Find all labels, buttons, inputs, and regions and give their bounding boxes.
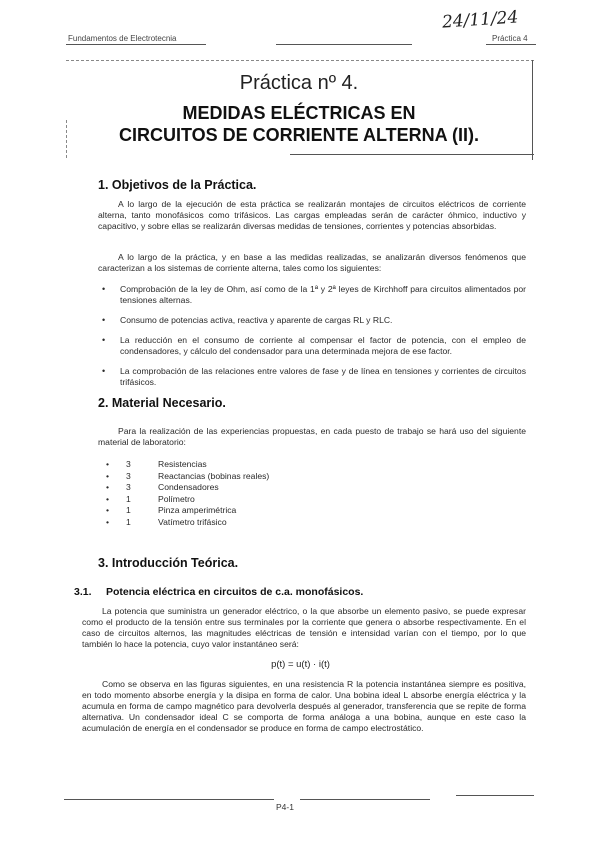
material-name: Pinza amperimétrica bbox=[158, 505, 237, 515]
practice-number: Práctica nº 4. bbox=[239, 72, 359, 94]
material-qty: 1 bbox=[126, 516, 131, 527]
header-rule-left bbox=[66, 44, 206, 45]
footer-rule-center bbox=[300, 799, 430, 800]
list-item bbox=[106, 505, 406, 517]
page-title bbox=[64, 102, 534, 146]
list-item bbox=[106, 459, 406, 471]
material-qty: 3 bbox=[126, 459, 131, 469]
material-list bbox=[106, 459, 406, 528]
section-3-paragraph-1: La potencia que suministra un generador eléctrico, o la que absorbe un elemento pasivo, se puede expresar como el producto de la tensión entre sus terminales por la corriente que genera o absorbe respectivamente. En el caso de circuitos alternos, las magnitudes eléctricas de tensión e intensidad varían con el tiempo, por lo que también lo hace la potencia, cuyo valor instantáneo será: bbox=[82, 606, 526, 649]
bullet-icon: • bbox=[106, 482, 110, 492]
list-item bbox=[106, 471, 406, 483]
material-name: Condensadores bbox=[158, 482, 219, 492]
page-title-line-2: CIRCUITOS DE CORRIENTE ALTERNA (II). bbox=[119, 125, 479, 145]
bullet-icon: • bbox=[106, 470, 110, 481]
section-1-paragraph-1: A lo largo de la ejecución de esta práctica se realizarán montajes de circuitos eléctricos de corriente alterna, tanto monofásicos como trifásicos. Las cargas empleadas serán de carácter óhmico, inductivo y capacitivo, y sobre ellas se realizarán diversas medidas de tensiones, corrientes y potencias absorbidas. bbox=[98, 199, 526, 231]
list-item bbox=[106, 517, 406, 529]
header-rule-center bbox=[276, 44, 412, 45]
header-practice-label: Práctica 4 bbox=[492, 34, 528, 43]
objectives-list bbox=[102, 284, 526, 397]
bullet-icon: • bbox=[102, 284, 106, 294]
bullet-icon: • bbox=[106, 493, 110, 504]
handwritten-date: 24/11/24 bbox=[441, 7, 519, 33]
header-rule-right bbox=[486, 44, 536, 45]
power-formula: p(t) = u(t) · i(t) bbox=[271, 659, 330, 670]
material-qty: 1 bbox=[126, 505, 131, 515]
section-2-intro: Para la realización de las experiencias propuestas, en cada puesto de trabajo se hará uso del siguiente material de laboratorio: bbox=[98, 426, 526, 447]
list-item: • La comprobación de las relaciones entre valores de fase y de línea en tensiones y corrientes de circuitos trifásicos. bbox=[102, 366, 526, 387]
material-qty: 1 bbox=[126, 493, 131, 504]
material-qty: 3 bbox=[126, 470, 131, 481]
section-2-heading: 2. Material Necesario. bbox=[98, 396, 226, 410]
list-item: • La reducción en el consumo de corriente al compensar el factor de potencia, con el empleo de condensadores, y cálculo del condensador para una determinada mejora de ese factor. bbox=[102, 335, 526, 356]
subsection-3-1-heading: Potencia eléctrica en circuitos de c.a. monofásicos. bbox=[106, 586, 364, 598]
bullet-icon: • bbox=[106, 516, 110, 527]
material-name: Vatímetro trifásico bbox=[158, 516, 227, 527]
list-item bbox=[106, 482, 406, 494]
material-name: Reactancias (bobinas reales) bbox=[158, 470, 270, 481]
list-item: • Consumo de potencias activa, reactiva y aparente de cargas RL y RLC. bbox=[102, 315, 393, 325]
material-qty: 3 bbox=[126, 482, 131, 492]
section-3-heading: 3. Introducción Teórica. bbox=[98, 556, 239, 570]
bullet-icon: • bbox=[106, 459, 110, 469]
section-1-heading: 1. Objetivos de la Práctica. bbox=[98, 178, 257, 192]
list-item bbox=[106, 494, 406, 506]
title-block bbox=[64, 58, 534, 158]
bullet-icon: • bbox=[102, 366, 106, 376]
header-course-name: Fundamentos de Electrotecnia bbox=[68, 34, 177, 43]
section-3-paragraph-2: Como se observa en las figuras siguientes, en una resistencia R la potencia instantánea siempre es positiva, en todo momento absorbe energía y la disipa en forma de calor. Una bobina ideal L absorbe energía eléctrica y la acumula en forma de campo magnético para devolverla después al generador, transferencia que se repite de forma alternativa. Un condensador ideal C se comporta de forma análoga a una bobina, aunque en este caso la acumulación de energía en el condensador se produce en forma de campo electrostático. bbox=[82, 679, 526, 733]
list-item: • Comprobación de la ley de Ohm, así como de la 1ª y 2ª leyes de Kirchhoff para circuitos alimentados por tensiones alternas. bbox=[102, 284, 526, 305]
material-name: Polímetro bbox=[158, 493, 195, 504]
bullet-icon: • bbox=[106, 505, 110, 515]
material-name: Resistencias bbox=[158, 459, 207, 469]
footer-rule-right bbox=[456, 795, 534, 796]
page-number: P4-1 bbox=[276, 802, 294, 812]
subsection-number: 3.1. bbox=[74, 586, 92, 598]
bullet-icon: • bbox=[102, 315, 106, 325]
footer-rule-left bbox=[64, 799, 274, 800]
section-1-paragraph-2: A lo largo de la práctica, y en base a las medidas realizadas, se analizarán diversos fenómenos que caracterizan a los sistemas de corriente alterna, tales como los siguientes: bbox=[98, 252, 526, 273]
bullet-icon: • bbox=[102, 335, 106, 345]
page-title-line-1: MEDIDAS ELÉCTRICAS EN bbox=[182, 103, 416, 123]
